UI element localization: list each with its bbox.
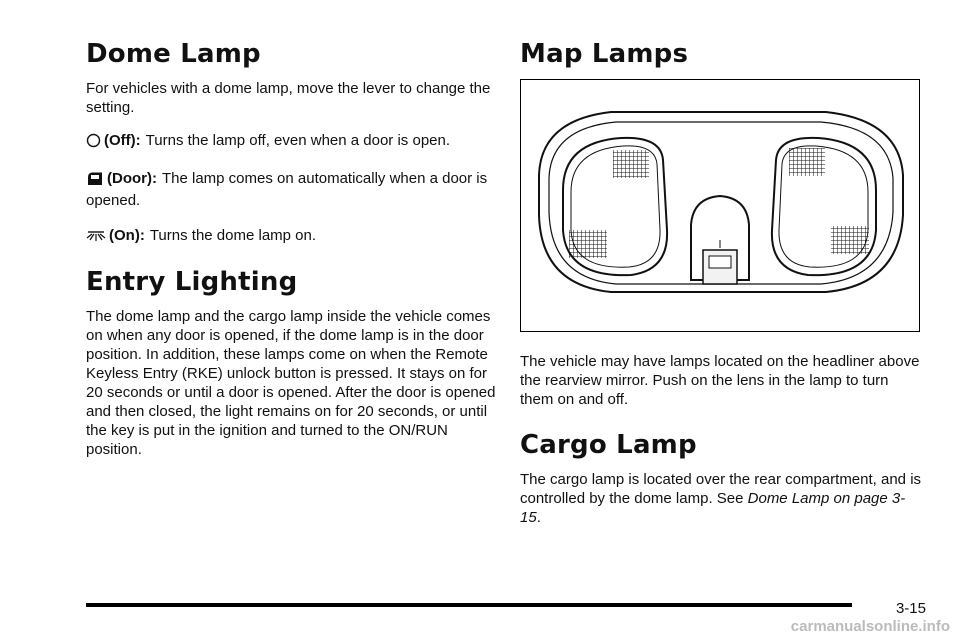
dome-lamp-heading: Dome Lamp xyxy=(86,39,261,69)
setting-off-term: (Off): xyxy=(104,131,141,149)
cargo-lamp-cross-reference-link[interactable]: Dome Lamp on page 3-15 xyxy=(520,489,906,526)
watermark: carmanualsonline.info xyxy=(790,618,950,635)
setting-on-term: (On): xyxy=(109,226,145,244)
setting-door xyxy=(86,169,496,210)
map-lamps-heading: Map Lamps xyxy=(520,39,689,69)
dome-lamp-intro: For vehicles with a dome lamp, move the lever to change the setting. xyxy=(86,79,491,116)
setting-door-term: (Door): xyxy=(107,169,157,187)
footer-rule xyxy=(86,603,852,607)
setting-on-text: Turns the dome lamp on. xyxy=(149,226,317,244)
cargo-lamp-body-suffix: . xyxy=(536,508,541,526)
page-number: 3-15 xyxy=(895,600,926,617)
entry-lighting-body: The dome lamp and the cargo lamp inside the vehicle comes on when any door is opened, if the dome lamp is in the door position. In addition, these lamps come on when the Remote Keyless Entry (RKE) unlock button is pressed. It stays on for 20 seconds or until a door is opened. After the door is opened and then closed, the light remains on for 20 seconds, or until the key is put in the ignition and turned to the ON/RUN position. xyxy=(86,307,496,458)
entry-lighting-heading: Entry Lighting xyxy=(86,266,298,297)
lamp-on-icon xyxy=(86,229,106,248)
cargo-lamp-body xyxy=(520,470,924,527)
cargo-lamp-heading: Cargo Lamp xyxy=(520,429,697,460)
setting-on xyxy=(86,226,496,248)
setting-door-text: The lamp comes on automatically when a door is opened. xyxy=(86,169,488,209)
cargo-lamp-body-prefix: The cargo lamp is located over the rear compartment, and is controlled by the dome lamp. See xyxy=(520,470,922,507)
left-column xyxy=(86,40,496,473)
door-icon xyxy=(86,171,104,191)
map-lamps-illustration xyxy=(520,79,920,332)
setting-off xyxy=(86,131,496,153)
setting-off-text: Turns the lamp off, even when a door is open. xyxy=(145,131,451,149)
right-column xyxy=(520,40,924,541)
map-lamps-body: The vehicle may have lamps located on the headliner above the rearview mirror. Push on the lens in the lamp to turn them on and off. xyxy=(520,352,920,408)
off-circle-icon xyxy=(86,133,101,153)
